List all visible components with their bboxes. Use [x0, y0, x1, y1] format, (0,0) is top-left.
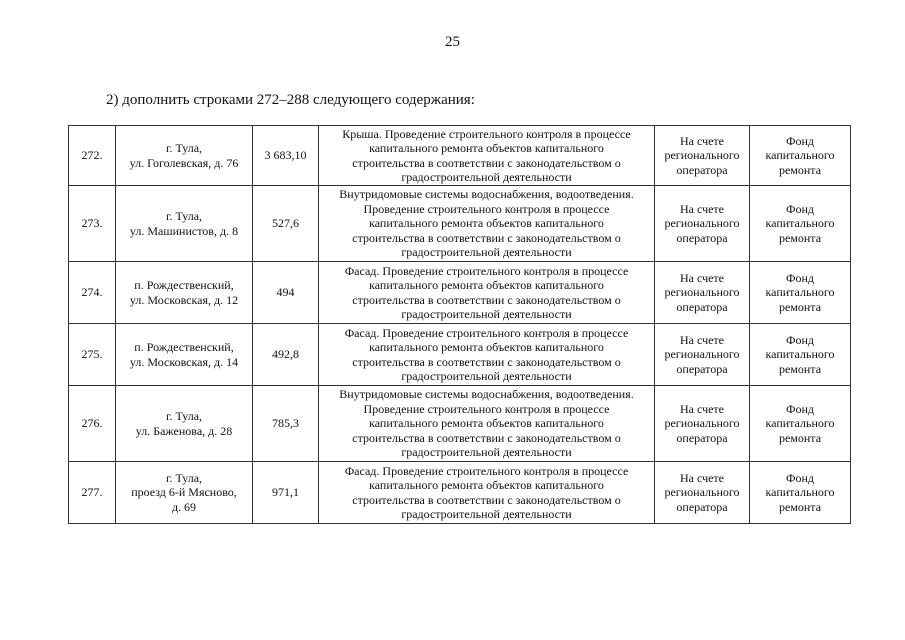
fund-cell-line: ремонта — [778, 230, 822, 245]
fund-cell — [750, 126, 851, 186]
row-number: 274. — [69, 262, 116, 324]
account-cell-line: регионального — [664, 216, 740, 231]
account-cell-line: регионального — [664, 485, 740, 500]
work-cell-line: капитального ремонта объектов капитального — [369, 141, 604, 155]
account-cell-line: На счете — [679, 470, 724, 485]
work-cell-line: градостроительной деятельности — [401, 507, 572, 521]
work-cell-line: градостроительной деятельности — [401, 170, 572, 184]
account-cell-line: регионального — [664, 148, 740, 163]
account-cell-line: оператора — [676, 299, 728, 314]
account-cell-line: регионального — [664, 285, 740, 300]
account-cell — [655, 262, 750, 324]
fund-cell-line: Фонд — [785, 470, 814, 485]
area-cell: 492,8 — [253, 324, 319, 386]
address-cell-line: ул. Московская, д. 12 — [129, 292, 239, 307]
fund-cell-line: капитального — [765, 347, 835, 362]
fund-cell — [750, 186, 851, 262]
address-cell-line: д. 69 — [171, 499, 197, 514]
work-cell-line: строительства в соответствии с законодательством о — [352, 354, 621, 369]
table-row — [69, 262, 851, 324]
address-cell-line: г. Тула, — [165, 470, 203, 485]
fund-cell-line: Фонд — [785, 401, 814, 416]
account-cell-line: оператора — [676, 499, 728, 514]
fund-cell-line: Фонд — [785, 201, 814, 216]
address-cell — [116, 262, 253, 324]
fund-cell-line: Фонд — [785, 270, 814, 285]
account-cell — [655, 462, 750, 524]
row-number: 273. — [69, 186, 116, 262]
address-cell-line: ул. Гоголевская, д. 76 — [129, 155, 239, 170]
address-cell-line: п. Рождественский, — [134, 340, 234, 354]
work-cell-line: градостроительной деятельности — [401, 307, 572, 321]
work-cell-line: Крыша. Проведение строительного контроля в процессе — [342, 126, 631, 141]
account-cell — [655, 324, 750, 386]
work-cell-line: капитального ремонта объектов капитального — [369, 416, 604, 431]
repair-table — [68, 125, 851, 524]
address-cell-line: г. Тула, — [165, 141, 203, 155]
work-cell — [319, 262, 655, 324]
table-row — [69, 126, 851, 186]
account-cell-line: оператора — [676, 430, 728, 445]
account-cell-line: регионального — [664, 416, 740, 431]
work-cell-line: капитального ремонта объектов капитального — [369, 478, 604, 492]
fund-cell-line: ремонта — [778, 430, 822, 445]
account-cell — [655, 186, 750, 262]
table-row — [69, 186, 851, 262]
fund-cell — [750, 262, 851, 324]
work-cell — [319, 324, 655, 386]
work-cell-line: Проведение строительного контроля в процессе — [363, 201, 610, 216]
fund-cell-line: ремонта — [778, 162, 822, 177]
fund-cell-line: капитального — [765, 416, 835, 431]
area-cell: 3 683,10 — [253, 126, 319, 186]
account-cell — [655, 126, 750, 186]
row-number: 272. — [69, 126, 116, 186]
work-cell-line: Фасад. Проведение строительного контроля в процессе — [344, 263, 629, 278]
work-cell-line: строительства в соответствии с законодательством о — [352, 230, 621, 245]
work-cell — [319, 386, 655, 462]
account-cell-line: На счете — [679, 401, 724, 416]
address-cell — [116, 126, 253, 186]
address-cell — [116, 462, 253, 524]
fund-cell-line: Фонд — [785, 332, 814, 347]
address-cell-line: п. Рождественский, — [134, 278, 234, 292]
work-cell-line: строительства в соответствии с законодательством о — [352, 292, 621, 307]
work-cell-line: строительства в соответствии с законодательством о — [352, 492, 621, 507]
work-cell — [319, 462, 655, 524]
work-cell-line: Проведение строительного контроля в процессе — [363, 401, 610, 416]
address-cell-line: ул. Баженова, д. 28 — [135, 423, 233, 438]
work-cell-line: Внутридомовые системы водоснабжения, водоотведения. — [339, 187, 634, 202]
table-row — [69, 386, 851, 462]
row-number: 276. — [69, 386, 116, 462]
address-cell-line: г. Тула, — [165, 209, 203, 223]
account-cell-line: регионального — [664, 347, 740, 362]
intro-text: 2) дополнить строками 272–288 следующего содержания: — [106, 92, 475, 108]
work-cell-line: строительства в соответствии с законодательством о — [352, 155, 621, 170]
area-cell: 971,1 — [253, 462, 319, 524]
address-cell-line: ул. Московская, д. 14 — [129, 354, 239, 369]
account-cell-line: оператора — [676, 361, 728, 376]
area-cell: 785,3 — [253, 386, 319, 462]
table-row — [69, 462, 851, 524]
account-cell-line: На счете — [679, 270, 724, 285]
area-cell: 494 — [253, 262, 319, 324]
account-cell-line: оператора — [676, 162, 728, 177]
address-cell — [116, 386, 253, 462]
fund-cell-line: ремонта — [778, 499, 822, 514]
work-cell-line: Фасад. Проведение строительного контроля в процессе — [344, 325, 629, 340]
fund-cell-line: капитального — [765, 485, 835, 500]
address-cell — [116, 324, 253, 386]
account-cell-line: На счете — [679, 201, 724, 216]
address-cell-line: проезд 6-й Мясново, — [131, 485, 237, 500]
fund-cell-line: Фонд — [785, 133, 814, 148]
account-cell-line: оператора — [676, 230, 728, 245]
work-cell — [319, 186, 655, 262]
fund-cell — [750, 324, 851, 386]
fund-cell-line: капитального — [765, 148, 835, 163]
fund-cell-line: капитального — [765, 285, 835, 300]
account-cell — [655, 386, 750, 462]
fund-cell — [750, 386, 851, 462]
address-cell-line: ул. Машинистов, д. 8 — [129, 223, 239, 238]
table-row — [69, 324, 851, 386]
row-number: 277. — [69, 462, 116, 524]
address-cell — [116, 186, 253, 262]
work-cell-line: градостроительной деятельности — [401, 445, 572, 460]
work-cell-line: капитального ремонта объектов капитального — [369, 340, 604, 354]
fund-cell-line: ремонта — [778, 361, 822, 376]
work-cell-line: градостроительной деятельности — [401, 369, 572, 383]
area-cell: 527,6 — [253, 186, 319, 262]
fund-cell-line: ремонта — [778, 299, 822, 314]
work-cell-line: строительства в соответствии с законодательством о — [352, 430, 621, 445]
work-cell-line: градостроительной деятельности — [401, 245, 572, 260]
work-cell-line: капитального ремонта объектов капитального — [369, 216, 604, 231]
fund-cell-line: капитального — [765, 216, 835, 231]
account-cell-line: На счете — [679, 332, 724, 347]
work-cell-line: капитального ремонта объектов капитального — [369, 278, 604, 292]
work-cell-line: Внутридомовые системы водоснабжения, водоотведения. — [339, 387, 634, 402]
fund-cell — [750, 462, 851, 524]
address-cell-line: г. Тула, — [165, 409, 203, 423]
work-cell-line: Фасад. Проведение строительного контроля в процессе — [344, 463, 629, 478]
row-number: 275. — [69, 324, 116, 386]
account-cell-line: На счете — [679, 133, 724, 148]
page-number: 25 — [445, 34, 460, 50]
work-cell — [319, 126, 655, 186]
